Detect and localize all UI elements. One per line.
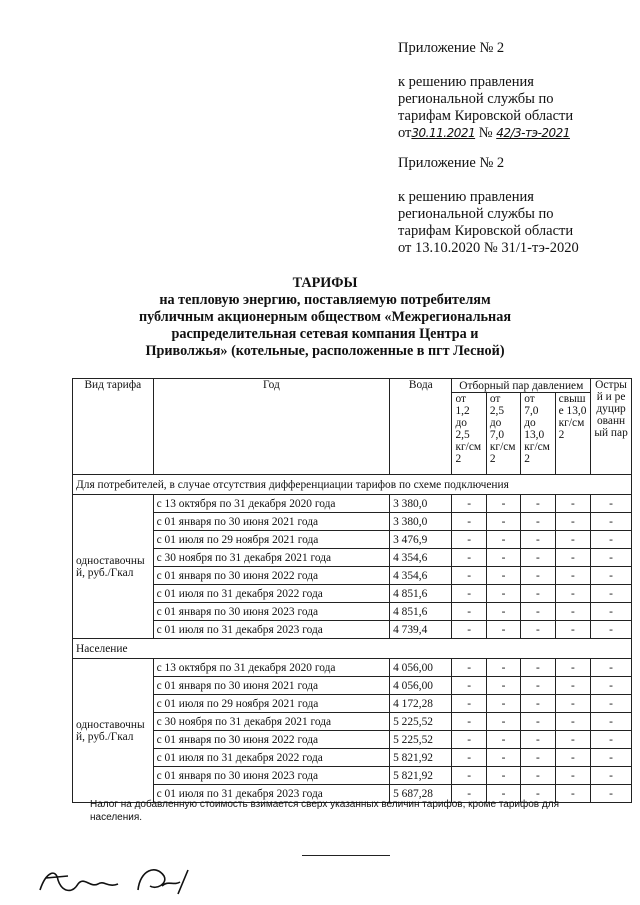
document-title <box>60 275 590 360</box>
empty-value-cell: - <box>521 531 555 549</box>
empty-value-cell: - <box>555 749 590 767</box>
empty-value-cell: - <box>521 785 555 803</box>
empty-value-cell: - <box>591 621 632 639</box>
empty-value-cell: - <box>555 513 590 531</box>
empty-value-cell: - <box>555 549 590 567</box>
period-cell: с 01 января по 30 июня 2022 года <box>153 731 390 749</box>
period-cell: с 13 октября по 31 декабря 2020 года <box>153 495 390 513</box>
empty-value-cell: - <box>452 785 486 803</box>
empty-value-cell: - <box>521 549 555 567</box>
period-cell: с 01 января по 30 июня 2023 года <box>153 767 390 785</box>
empty-value-cell: - <box>486 785 520 803</box>
empty-value-cell: - <box>486 549 520 567</box>
empty-value-cell: - <box>452 659 486 677</box>
empty-value-cell: - <box>486 603 520 621</box>
empty-value-cell: - <box>452 567 486 585</box>
empty-value-cell: - <box>555 659 590 677</box>
period-cell: с 01 января по 30 июня 2021 года <box>153 677 390 695</box>
empty-value-cell: - <box>521 695 555 713</box>
consumers-rows <box>73 495 632 639</box>
header-steam-col-3: от 7,0 до 13,0 кг/см 2 <box>521 393 555 475</box>
empty-value-cell: - <box>521 767 555 785</box>
decision-line: от 13.10.2020 № 31/1-тэ-2020 <box>398 240 579 256</box>
population-rows <box>73 659 632 803</box>
empty-value-cell: - <box>486 585 520 603</box>
empty-value-cell: - <box>486 567 520 585</box>
header-water: Вода <box>390 379 452 475</box>
date-prefix: от <box>398 125 412 141</box>
empty-value-cell: - <box>591 513 632 531</box>
water-value-cell: 5 821,92 <box>390 749 452 767</box>
empty-value-cell: - <box>486 713 520 731</box>
header-year: Год <box>153 379 390 475</box>
header-steam-col-2: от 2,5 до 7,0 кг/см 2 <box>486 393 520 475</box>
water-value-cell: 5 225,52 <box>390 731 452 749</box>
table-row <box>73 677 632 695</box>
water-value-cell: 4 354,6 <box>390 567 452 585</box>
empty-value-cell: - <box>452 495 486 513</box>
period-cell: с 01 июля по 31 декабря 2023 года <box>153 621 390 639</box>
empty-value-cell: - <box>521 659 555 677</box>
period-cell: с 01 июля по 29 ноября 2021 года <box>153 531 390 549</box>
empty-value-cell: - <box>452 731 486 749</box>
empty-value-cell: - <box>486 731 520 749</box>
period-cell: с 30 ноября по 31 декабря 2021 года <box>153 713 390 731</box>
header-steam-col-4: свыше 13,0 кг/см 2 <box>555 393 590 475</box>
empty-value-cell: - <box>591 495 632 513</box>
table-row <box>73 567 632 585</box>
decision-line: региональной службы по <box>398 206 554 222</box>
empty-value-cell: - <box>591 531 632 549</box>
handwritten-number: 42/3-тэ-2021 <box>496 126 570 140</box>
empty-value-cell: - <box>486 767 520 785</box>
empty-value-cell: - <box>591 713 632 731</box>
period-cell: с 01 января по 30 июня 2023 года <box>153 603 390 621</box>
decision-line: к решению правления <box>398 74 534 90</box>
empty-value-cell: - <box>452 513 486 531</box>
empty-value-cell: - <box>452 531 486 549</box>
empty-value-cell: - <box>555 713 590 731</box>
title-main: ТАРИФЫ <box>292 275 358 291</box>
empty-value-cell: - <box>591 767 632 785</box>
empty-value-cell: - <box>591 549 632 567</box>
header-sharp-steam: Острый и редуцированный пар <box>591 379 632 475</box>
period-cell: с 30 ноября по 31 декабря 2021 года <box>153 549 390 567</box>
appendix-header-new <box>398 40 573 142</box>
empty-value-cell: - <box>452 677 486 695</box>
empty-value-cell: - <box>452 749 486 767</box>
number-prefix: № <box>475 125 497 141</box>
empty-value-cell: - <box>591 677 632 695</box>
water-value-cell: 4 056,00 <box>390 659 452 677</box>
empty-value-cell: - <box>591 731 632 749</box>
water-value-cell: 5 225,52 <box>390 713 452 731</box>
tariff-type-cell: одноставочный, руб./Гкал <box>73 495 154 639</box>
title-line: распределительная сетевая компания Центра и <box>171 326 479 342</box>
empty-value-cell: - <box>521 731 555 749</box>
water-value-cell: 4 354,6 <box>390 549 452 567</box>
water-value-cell: 4 056,00 <box>390 677 452 695</box>
empty-value-cell: - <box>555 695 590 713</box>
table-row <box>73 695 632 713</box>
empty-value-cell: - <box>555 621 590 639</box>
water-value-cell: 3 476,9 <box>390 531 452 549</box>
title-line: публичным акционерным обществом «Межрегиональная <box>138 309 512 325</box>
empty-value-cell: - <box>591 603 632 621</box>
empty-value-cell: - <box>555 677 590 695</box>
water-value-cell: 5 687,28 <box>390 785 452 803</box>
decision-line: тарифам Кировской области <box>398 108 574 124</box>
empty-value-cell: - <box>555 767 590 785</box>
period-cell: с 01 января по 30 июня 2022 года <box>153 567 390 585</box>
empty-value-cell: - <box>521 713 555 731</box>
decision-line: региональной службы по <box>398 91 554 107</box>
table-row <box>73 767 632 785</box>
decision-line: к решению правления <box>398 189 534 205</box>
empty-value-cell: - <box>486 513 520 531</box>
empty-value-cell: - <box>486 495 520 513</box>
table-row <box>73 749 632 767</box>
water-value-cell: 4 739,4 <box>390 621 452 639</box>
period-cell: с 13 октября по 31 декабря 2020 года <box>153 659 390 677</box>
tariff-type-cell: одноставочный, руб./Гкал <box>73 659 154 803</box>
table-row <box>73 531 632 549</box>
empty-value-cell: - <box>521 567 555 585</box>
empty-value-cell: - <box>452 695 486 713</box>
table-row <box>73 549 632 567</box>
empty-value-cell: - <box>521 513 555 531</box>
water-value-cell: 5 821,92 <box>390 767 452 785</box>
period-cell: с 01 июля по 31 декабря 2023 года <box>153 785 390 803</box>
handwritten-date: 30.11.2021 <box>411 126 476 140</box>
empty-value-cell: - <box>452 713 486 731</box>
table-row <box>73 621 632 639</box>
empty-value-cell: - <box>591 749 632 767</box>
section-consumers: Для потребителей, в случае отсутствия дифференциации тарифов по схеме подключения <box>73 475 632 495</box>
header-steam-col-1: от 1,2 до 2,5 кг/см 2 <box>452 393 486 475</box>
appendix-number: Приложение № 2 <box>398 40 505 56</box>
empty-value-cell: - <box>486 621 520 639</box>
title-line: на тепловую энергию, поставляемую потребителям <box>159 292 491 308</box>
empty-value-cell: - <box>452 603 486 621</box>
water-value-cell: 3 380,0 <box>390 513 452 531</box>
appendix-number: Приложение № 2 <box>398 155 505 171</box>
empty-value-cell: - <box>591 785 632 803</box>
signature-line <box>302 855 390 856</box>
table-row <box>73 495 632 513</box>
table-row <box>73 713 632 731</box>
empty-value-cell: - <box>591 567 632 585</box>
empty-value-cell: - <box>486 677 520 695</box>
empty-value-cell: - <box>555 731 590 749</box>
empty-value-cell: - <box>591 659 632 677</box>
table-row <box>73 513 632 531</box>
handwritten-signature <box>28 850 228 905</box>
empty-value-cell: - <box>555 603 590 621</box>
appendix-header-old <box>398 155 579 257</box>
empty-value-cell: - <box>555 495 590 513</box>
empty-value-cell: - <box>555 531 590 549</box>
empty-value-cell: - <box>521 603 555 621</box>
table-row <box>73 603 632 621</box>
empty-value-cell: - <box>486 659 520 677</box>
empty-value-cell: - <box>521 749 555 767</box>
decision-date-number <box>398 125 573 142</box>
water-value-cell: 4 172,28 <box>390 695 452 713</box>
table-row <box>73 659 632 677</box>
period-cell: с 01 января по 30 июня 2021 года <box>153 513 390 531</box>
empty-value-cell: - <box>521 621 555 639</box>
empty-value-cell: - <box>555 785 590 803</box>
period-cell: с 01 июля по 31 декабря 2022 года <box>153 585 390 603</box>
header-steam: Отборный пар давлением <box>452 379 591 393</box>
water-value-cell: 4 851,6 <box>390 603 452 621</box>
period-cell: с 01 июля по 29 ноября 2021 года <box>153 695 390 713</box>
empty-value-cell: - <box>452 767 486 785</box>
section-population: Население <box>73 639 632 659</box>
empty-value-cell: - <box>486 695 520 713</box>
decision-line: тарифам Кировской области <box>398 223 574 239</box>
water-value-cell: 3 380,0 <box>390 495 452 513</box>
empty-value-cell: - <box>555 585 590 603</box>
empty-value-cell: - <box>486 749 520 767</box>
empty-value-cell: - <box>452 585 486 603</box>
empty-value-cell: - <box>555 567 590 585</box>
table-row <box>73 731 632 749</box>
empty-value-cell: - <box>591 695 632 713</box>
empty-value-cell: - <box>591 585 632 603</box>
header-tariff-type: Вид тарифа <box>73 379 154 475</box>
period-cell: с 01 июля по 31 декабря 2022 года <box>153 749 390 767</box>
empty-value-cell: - <box>452 549 486 567</box>
empty-value-cell: - <box>521 495 555 513</box>
vat-note: Налог на добавленную стоимость взимается сверх указанных величин тарифов, кроме тарифов для населения. <box>90 799 559 823</box>
tariff-table <box>72 378 632 803</box>
empty-value-cell: - <box>521 677 555 695</box>
table-row <box>73 585 632 603</box>
title-line: Приволжья» (котельные, расположенные в пгт Лесной) <box>145 343 505 359</box>
empty-value-cell: - <box>486 531 520 549</box>
water-value-cell: 4 851,6 <box>390 585 452 603</box>
empty-value-cell: - <box>521 585 555 603</box>
empty-value-cell: - <box>452 621 486 639</box>
